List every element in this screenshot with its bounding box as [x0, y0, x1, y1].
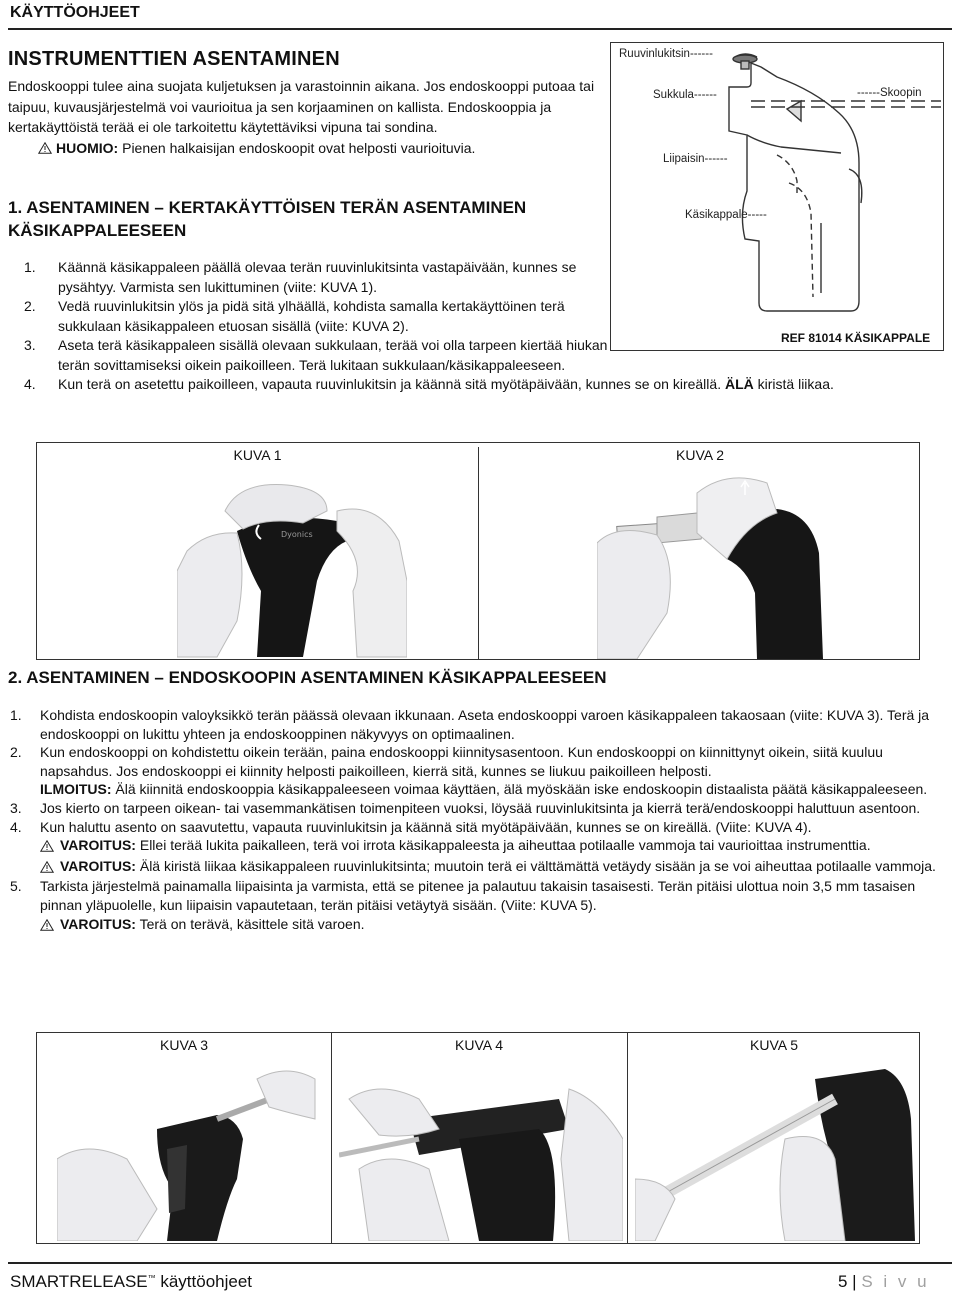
section2-title: 2. ASENTAMINEN – ENDOSKOOPIN ASENTAMINEN KÄSIKAPPALEESEEN [8, 668, 607, 687]
kuva-1-brand-tag: Dyonics [281, 530, 313, 539]
footer-product: SMARTRELEASE™ käyttöohjeet [10, 1272, 253, 1291]
list-item: 2. Kun endoskooppi on kohdistettu oikein terään, paina endoskooppi kiinnitysasentoon. Kun endoskooppi on kiinnittynyt oikein, siitä kuuluu napsahdus. Jos endoskooppi ei kiinnity helposti paikoilleen, kierrä sitä, kunnes se liukuu paikoilleen helposti. ILMOITUS: Älä kiinnitä endoskooppia käsikappaleeseen voimaa käyttäen, älä myöskään iske endoskoopin distaalista päätä käsikappaleeseen. [10, 744, 928, 798]
page-number: 5 | S i v u [838, 1272, 930, 1291]
label-scope: ------Skoopin [857, 87, 922, 99]
label-screw-lock: Ruuvinlukitsin------ [619, 48, 713, 60]
warning-icon [40, 840, 54, 852]
note-label: HUOMIO: [56, 139, 119, 156]
kuva-4-photo [339, 1059, 623, 1241]
section1-steps [8, 258, 953, 395]
list-item: 3. Aseta terä käsikappaleen sisällä olevaan sukkulaan, terää voi olla tarpeen kiertää hiukan terän sovittamiseksi oikein paikoilleen. Terä lukitaan sukkulaan/käsikappaleeseen. [24, 337, 608, 373]
warning-icon [38, 142, 52, 154]
kuva-1-photo [177, 471, 407, 659]
figures-top [36, 442, 920, 660]
note-text: Pienen halkaisijan endoskoopit ovat helposti vaurioituvia. [118, 139, 476, 156]
kuva-3-photo [57, 1059, 317, 1241]
header-title: KÄYTTÖOHJEET [10, 4, 140, 21]
list-item: 5. Tarkista järjestelmä painamalla liipaisinta ja varmista, että se pitenee ja palautuu takaisin tasaisesti. Terän pitäisi ulottua noin 3,5 mm tasaisen pinnan yläpuolelle, kun liipaisin vapautetaan, terän pitäisi vetäytyä sisään. (Viite: KUVA 5). [10, 878, 916, 913]
label-shuttle: Sukkula------ [653, 89, 717, 101]
label-trigger: Liipaisin------ [663, 153, 728, 165]
list-item: 1. Käännä käsikappaleen päällä olevaa terän ruuvinlukitsinta vastapäivään, kunnes se pysähtyy. Varmista sen lukittuminen (viite: KUVA 1). [24, 259, 577, 295]
caption-kuva-3: KUVA 3 [160, 1037, 208, 1053]
figures-bottom [36, 1032, 920, 1244]
ref-label: REF 81014 KÄSIKAPPALE [781, 331, 931, 345]
list-item: 1. Kohdista endoskoopin valoyksikkö terän päässä olevaan ikkunaan. Aseta endoskooppi varoen käsikappaleen takaosaan (viite: KUVA 3). Terä ja endoskooppi on lukittu yhteen ja endoskooppinen näkyvyys on optimaalinen. [10, 707, 930, 742]
warning-icon [40, 919, 54, 931]
label-handpiece: Käsikappale----- [685, 209, 767, 221]
section2-steps [8, 706, 953, 935]
caption-kuva-4: KUVA 4 [455, 1037, 503, 1053]
warning-note: VAROITUS: Ellei terää lukita paikalleen, terä voi irrota käsikappaleesta ja aiheuttaa potilaalle vammoja tai vaurioittaa instrumenttia. [8, 836, 953, 857]
kuva-2-photo [597, 473, 837, 659]
main-title: INSTRUMENTTIEN ASENTAMINEN [8, 48, 340, 70]
intro-text [8, 76, 598, 158]
figure-divider [627, 1033, 628, 1243]
caption-kuva-1: KUVA 1 [37, 447, 479, 659]
caption-kuva-5: KUVA 5 [750, 1037, 798, 1053]
figure-divider [331, 1033, 332, 1243]
intro-paragraph: Endoskooppi tulee aina suojata kuljetuksen ja varastoinnin aikana. Jos endoskooppi putoaa tai taipuu, kuvausjärjestelmä voi vaurioitua ja sen korjaaminen on kallista. Endoskooppia ja kertakäyttöistä terää ei ole tarkoitettu käytettäviksi vipuna tai sondina. [8, 78, 595, 135]
list-item: 2. Vedä ruuvinlukitsin ylös ja pidä sitä ylhäällä, kohdista samalla kertakäyttöinen terä sukkulaan käsikappaleen etuosan sisällä (viite: KUVA 2). [24, 298, 565, 334]
caption-kuva-2: KUVA 2 [676, 447, 724, 463]
warning-note: VAROITUS: Terä on terävä, käsittele sitä varoen. [8, 915, 953, 936]
header-rule [8, 28, 952, 30]
list-item: 3. Jos kierto on tarpeen oikean- tai vasemmankätisen toimenpiteen vuoksi, löysää ruuvinlukitsinta ja kierrä terä/endoskooppi haluttuun asentoon. [10, 799, 921, 816]
list-item: 4. Kun terä on asetettu paikoilleen, vapauta ruuvinlukitsin ja käännä sitä myötäpäivään, kunnes se on kireällä. ÄLÄ kiristä liikaa. [24, 376, 834, 392]
footer-rule [8, 1262, 952, 1264]
warning-note: VAROITUS: Älä kiristä liikaa käsikappaleen ruuvinlukitsinta; muutoin terä ei välttämättä vetäydy sisään ja se voi aiheuttaa potilaalle vammoja. [8, 857, 953, 878]
kuva-5-photo [635, 1059, 917, 1241]
notice-label: ILMOITUS: [40, 781, 112, 798]
intro-note [8, 138, 598, 159]
warning-icon [40, 861, 54, 873]
section1-title: 1. ASENTAMINEN – KERTAKÄYTTÖISEN TERÄN ASENTAMINEN KÄSIKAPPALEESEEN [8, 198, 527, 240]
list-item: 4. Kun haluttu asento on saavutettu, vapauta ruuvinlukitsin ja käännä sitä myötäpäivään, kunnes se on kireällä. (Viite: KUVA 4). [10, 818, 812, 835]
